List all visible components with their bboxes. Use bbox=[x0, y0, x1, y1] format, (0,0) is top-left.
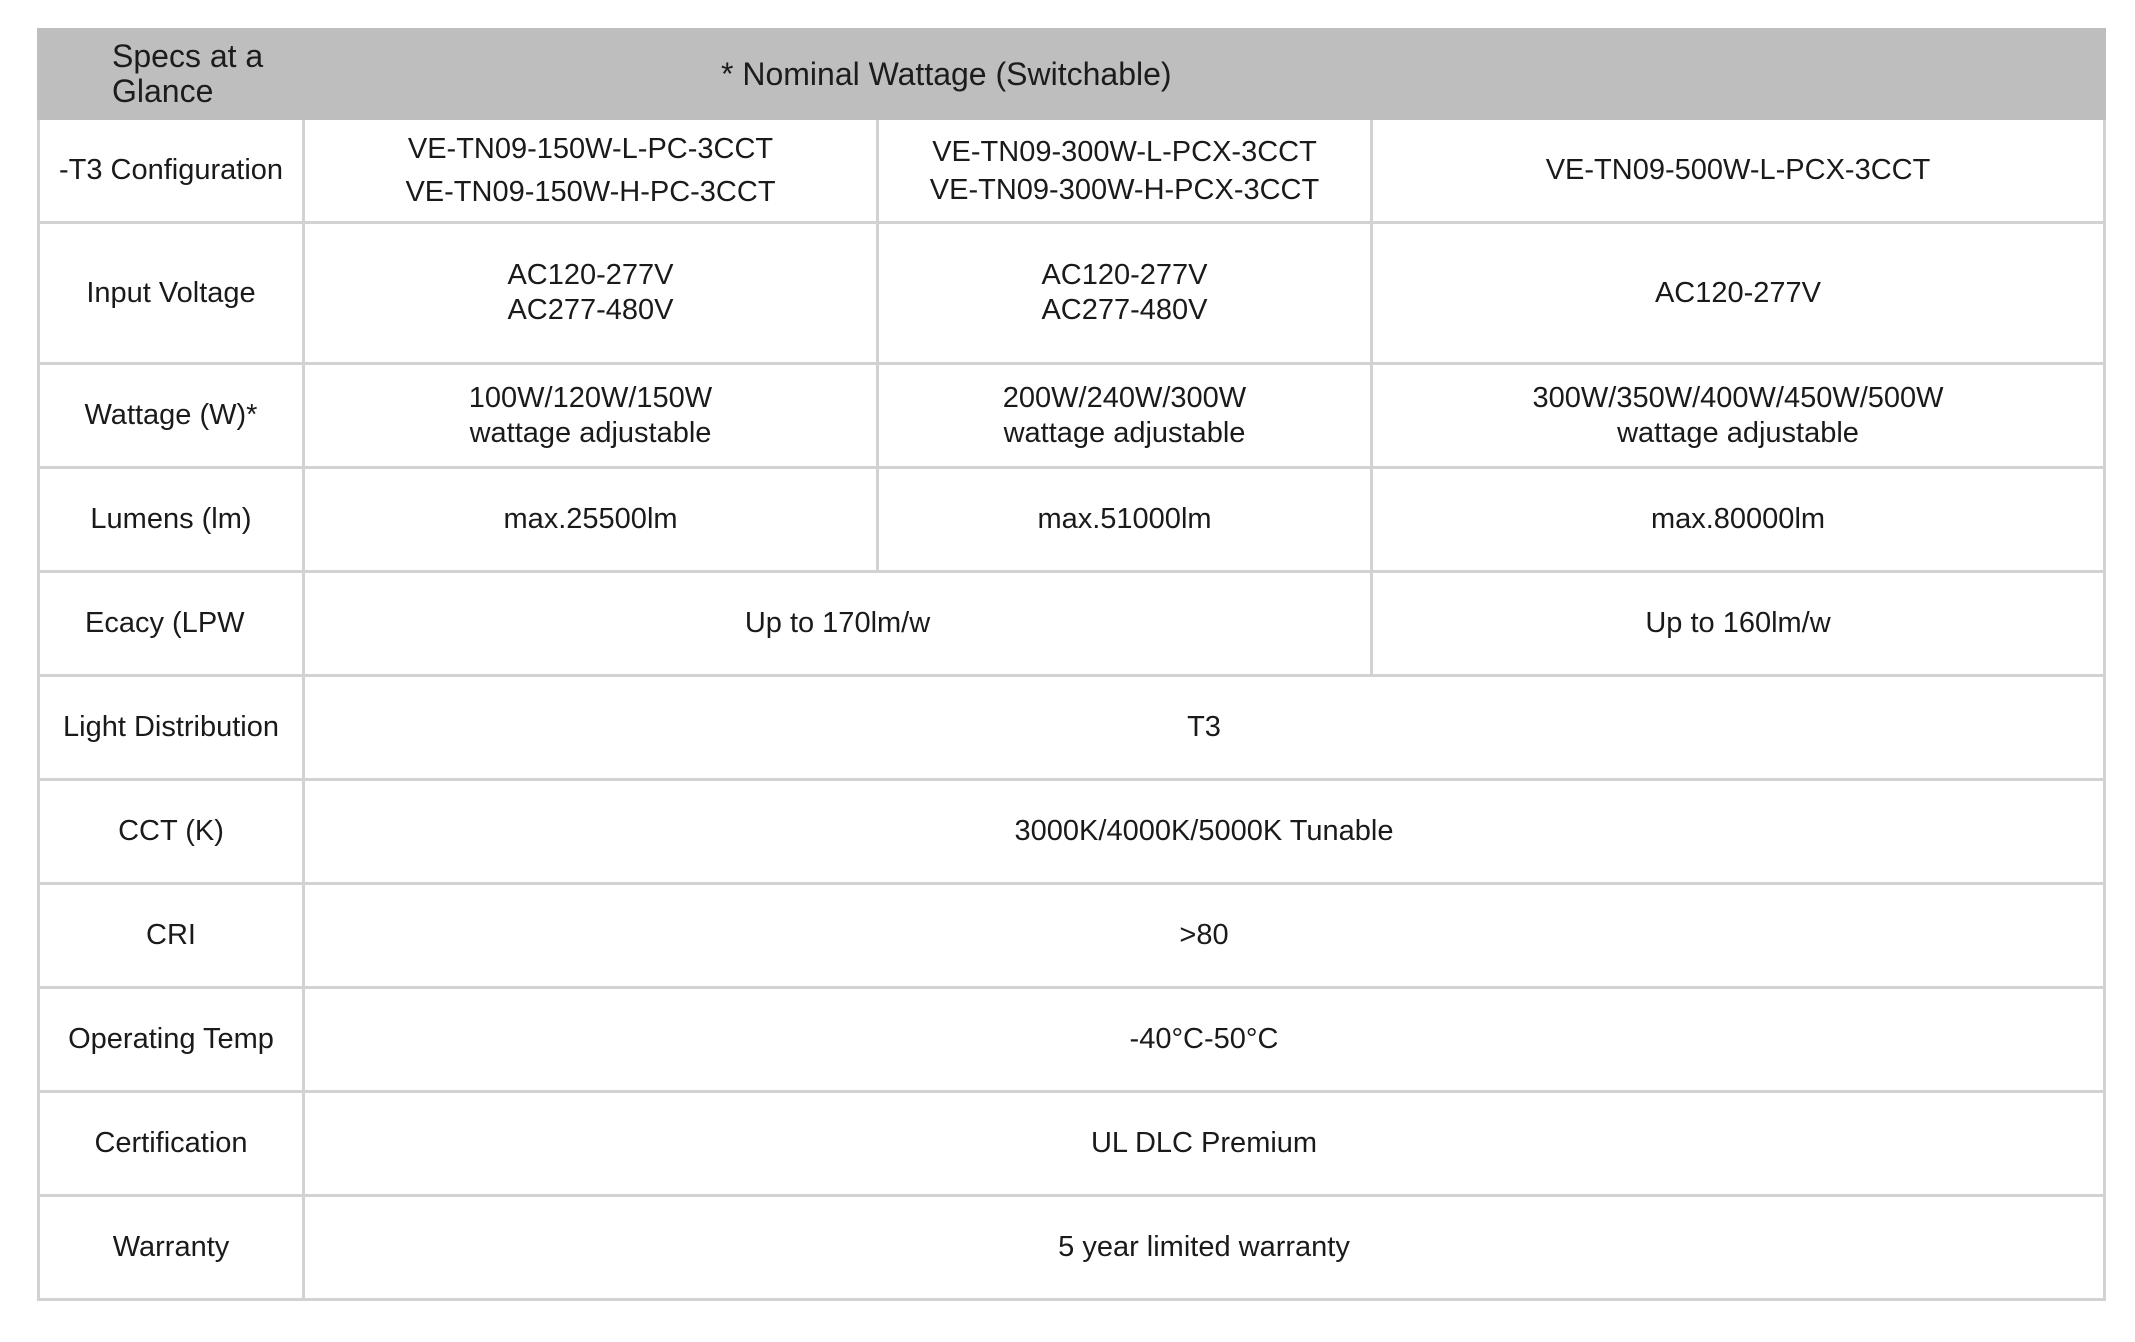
table-header-row bbox=[39, 30, 2105, 119]
specs-table bbox=[37, 28, 2106, 1301]
lumens-cell-300w: max.51000lm bbox=[878, 468, 1372, 572]
voltage-cell-300w bbox=[878, 223, 1372, 364]
operating-temp-value: -40°C-50°C bbox=[304, 988, 2105, 1092]
wattage-cell-300w bbox=[878, 364, 1372, 468]
model-number: VE-TN09-300W-L-PCX-3CCT bbox=[932, 135, 1317, 168]
wattage-value: 200W/240W/300W bbox=[1002, 381, 1247, 414]
voltage-value: AC277-480V bbox=[507, 294, 674, 326]
table-row-warranty bbox=[39, 1196, 2105, 1300]
lumens-cell-150w: max.25500lm bbox=[304, 468, 878, 572]
row-label-efficacy: Ecacy (LPW bbox=[39, 572, 304, 676]
table-row-cct bbox=[39, 780, 2105, 884]
row-label-lumens: Lumens (lm) bbox=[39, 468, 304, 572]
voltage-cell-150w bbox=[304, 223, 878, 364]
row-label-warranty: Warranty bbox=[39, 1196, 304, 1300]
row-label-operating-temp: Operating Temp bbox=[39, 988, 304, 1092]
model-number: VE-TN09-300W-H-PCX-3CCT bbox=[929, 173, 1320, 206]
voltage-value: AC120-277V bbox=[1654, 276, 1822, 309]
wattage-value: 100W/120W/150W bbox=[468, 381, 713, 414]
table-row-operating-temp bbox=[39, 988, 2105, 1092]
wattage-note: wattage adjustable bbox=[1003, 416, 1246, 449]
row-label-certification: Certification bbox=[39, 1092, 304, 1196]
model-number: VE-TN09-150W-H-PC-3CCT bbox=[405, 175, 776, 208]
voltage-cell-500w bbox=[1372, 223, 2105, 364]
certification-value: UL DLC Premium bbox=[304, 1092, 2105, 1196]
row-label-light-distribution: Light Distribution bbox=[39, 676, 304, 780]
wattage-note: wattage adjustable bbox=[1617, 416, 1859, 449]
wattage-cell-150w bbox=[304, 364, 878, 468]
table-row-input-voltage bbox=[39, 223, 2105, 364]
row-label-input-voltage: Input Voltage bbox=[39, 223, 304, 364]
specs-title: Specs at a Glance bbox=[39, 30, 304, 119]
config-cell-500w bbox=[1372, 119, 2105, 223]
table-row-configuration bbox=[39, 119, 2105, 223]
cct-value: 3000K/4000K/5000K Tunable bbox=[304, 780, 2105, 884]
cri-value: >80 bbox=[304, 884, 2105, 988]
row-label-wattage: Wattage (W)* bbox=[39, 364, 304, 468]
light-distribution-value: T3 bbox=[304, 676, 2105, 780]
model-number: VE-TN09-150W-L-PC-3CCT bbox=[407, 132, 774, 165]
wattage-value: 300W/350W/400W/450W/500W bbox=[1532, 381, 1944, 414]
table-row-wattage bbox=[39, 364, 2105, 468]
voltage-value: AC277-480V bbox=[1041, 294, 1208, 326]
warranty-value: 5 year limited warranty bbox=[304, 1196, 2105, 1300]
table-row-light-distribution bbox=[39, 676, 2105, 780]
efficacy-cell-500w: Up to 160lm/w bbox=[1372, 572, 2105, 676]
voltage-value: AC120-277V bbox=[1041, 259, 1208, 291]
lumens-cell-500w: max.80000lm bbox=[1372, 468, 2105, 572]
config-cell-300w bbox=[878, 119, 1372, 223]
model-number: VE-TN09-500W-L-PCX-3CCT bbox=[1545, 154, 1931, 186]
config-cell-150w bbox=[304, 119, 878, 223]
wattage-note: wattage adjustable bbox=[469, 416, 712, 449]
row-label-cct: CCT (K) bbox=[39, 780, 304, 884]
nominal-wattage-title: * Nominal Wattage (Switchable) bbox=[304, 30, 2105, 119]
wattage-cell-500w bbox=[1372, 364, 2105, 468]
table-row-cri bbox=[39, 884, 2105, 988]
voltage-value: AC120-277V bbox=[507, 259, 674, 291]
table-row-efficacy bbox=[39, 572, 2105, 676]
efficacy-cell-150w-300w: Up to 170lm/w bbox=[304, 572, 1372, 676]
table-row-certification bbox=[39, 1092, 2105, 1196]
table-row-lumens bbox=[39, 468, 2105, 572]
row-label-cri: CRI bbox=[39, 884, 304, 988]
row-label-configuration: -T3 Configuration bbox=[39, 119, 304, 223]
